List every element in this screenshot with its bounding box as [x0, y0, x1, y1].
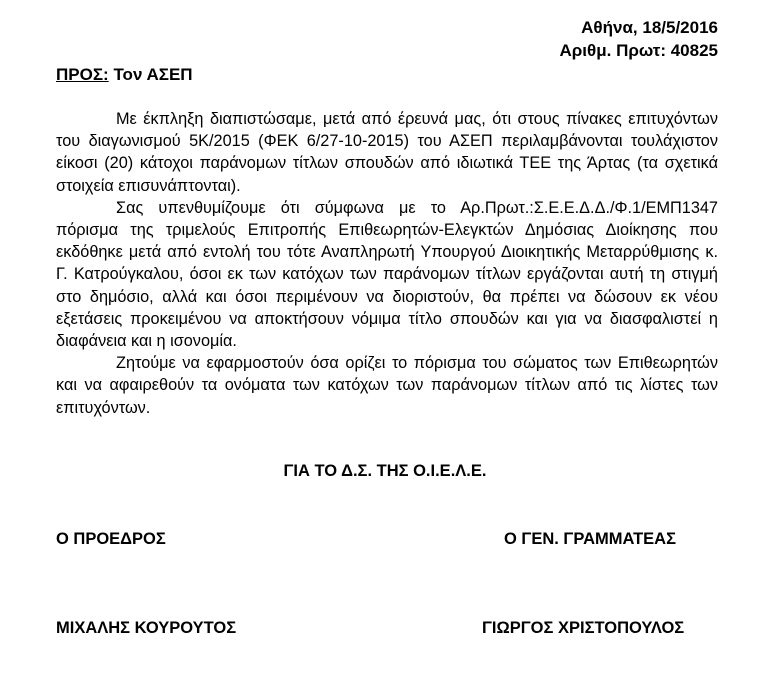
recipient-line	[56, 64, 193, 86]
protocol-number: Αριθμ. Πρωτ: 40825	[559, 41, 718, 60]
president-name: ΜΙΧΑΛΗΣ ΚΟΥΡΟΥΤΟΣ	[56, 619, 237, 637]
body-paragraph: Με έκπληξη διαπιστώσαμε, μετά από έρευνά μας, ότι στους πίνακες επιτυχόντων του διαγωνισμού 5Κ/2015 (ΦΕΚ 6/27-10-2015) του ΑΣΕΠ περιλαμβάνονται τουλάχιστον είκοσι (20) κάτοχοι παράνομων τίτλων σπουδών από ιδιωτικά ΤΕΕ της Άρτας (τα σχετικά στοιχεία επισυνάπτονται).	[56, 110, 718, 195]
secretary-name: ΓΙΩΡΓΟΣ ΧΡΙΣΤΟΠΟΥΛΟΣ	[482, 619, 685, 637]
place-date: Αθήνα, 18/5/2016	[581, 18, 718, 37]
body-paragraph: Ζητούμε να εφαρμοστούν όσα ορίζει το πόρισμα του σώματος των Επιθεωρητών και να αφαιρεθούν τα ονόματα των κατόχων των παράνομων τίτλων από τις λίστες των επιτυχόντων.	[56, 354, 718, 417]
president-title: Ο ΠΡΟΕΔΡΟΣ	[56, 530, 166, 548]
recipient-label: ΠΡΟΣ:	[56, 65, 109, 84]
on-behalf-heading: ΓΙΑ ΤΟ Δ.Σ. ΤΗΣ Ο.Ι.Ε.Λ.Ε.	[283, 462, 487, 480]
recipient-name: Τον ΑΣΕΠ	[113, 65, 193, 84]
letter-header	[560, 16, 718, 62]
secretary-title: Ο ΓΕΝ. ΓΡΑΜΜΑΤΕΑΣ	[504, 530, 676, 548]
body-paragraph: Σας υπενθυμίζουμε ότι σύμφωνα με το Αρ.Πρωτ.:Σ.Ε.Ε.Δ.Δ./Φ.1/ΕΜΠ1347 πόρισμα της τριμελούς Επιτροπής Επιθεωρητών-Ελεγκτών Δημόσιας Διοίκησης που εκδόθηκε μετά από εντολή του τότε Αναπληρωτή Υπουργού Διοικητικής Μεταρρύθμισης κ. Γ. Κατρούγκαλου, όσοι εκ των κατόχων των παράνομων τίτλων εργάζονται αυτή τη στιγμή στο δημόσιο, αλλά και όσοι περιμένουν να διοριστούν, θα πρέπει να δώσουν εκ νέου εξετάσεις προκειμένου να αποκτήσουν νόμιμα τίτλο σπουδών και για να διασφαλιστεί η διαφάνεια και η ισονομία.	[56, 198, 718, 351]
letter-body	[56, 108, 718, 419]
